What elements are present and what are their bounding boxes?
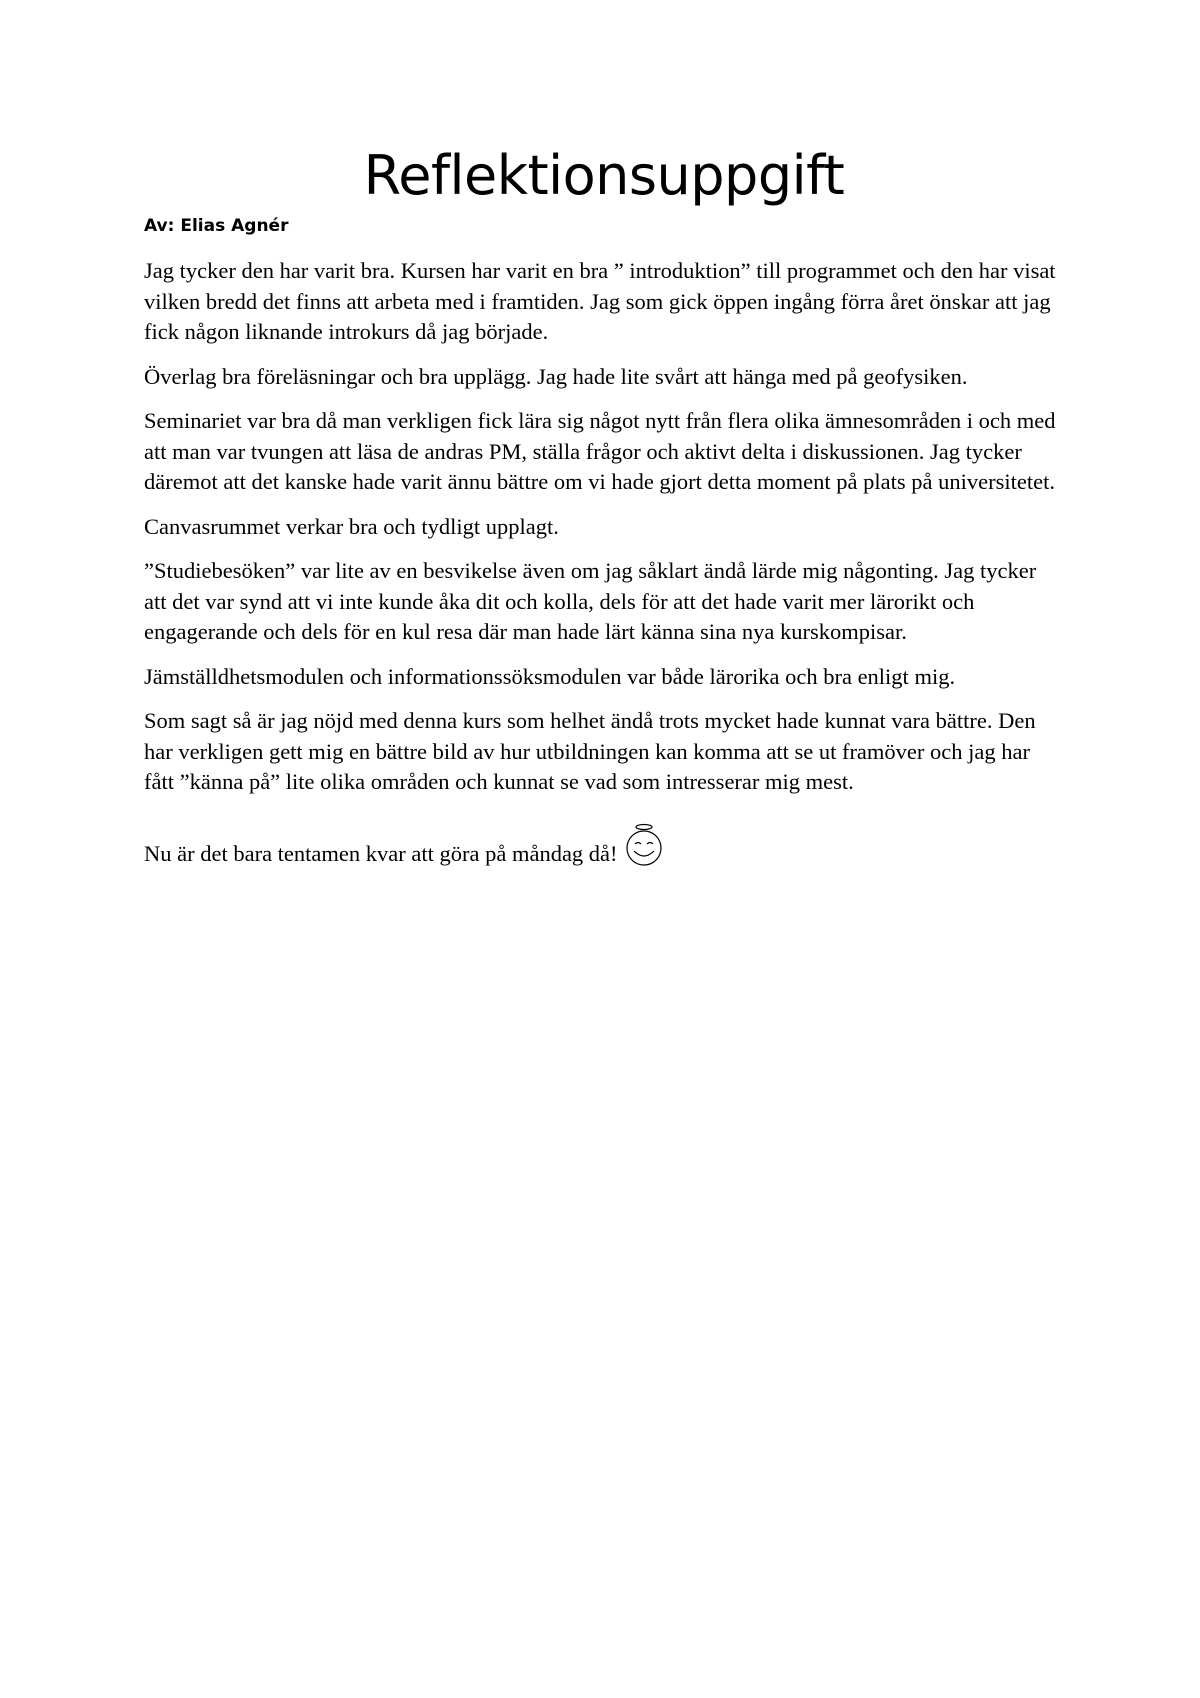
paragraph: Som sagt så är jag nöjd med denna kurs som helhet ändå trots mycket hade kunnat vara bättre. Den har verkligen gett mig en bättre bild av hur utbildningen kan komma att se ut framöver och jag har fått ”känna på” lite olika områden och kunnat se vad som intresserar mig mest.: [144, 708, 1036, 794]
smiley-halo-icon: [624, 822, 664, 868]
document-body: [144, 138, 1064, 870]
document-title: Reflektionsuppgift: [363, 144, 845, 207]
paragraph: Jag tycker den har varit bra. Kursen har varit en bra ” introduktion” till programmet och den har visat vilken bredd det finns att arbeta med i framtiden. Jag som gick öppen ingång förra året önskar att jag fick någon liknande introkurs då jag började.: [144, 258, 1056, 344]
paragraph: ”Studiebesöken” var lite av en besvikelse även om jag såklart ändå lärde mig någonting. Jag tycker att det var synd att vi inte kunde åka dit och kolla, dels för att det hade varit mer lärorikt och engagerande och dels för en kul resa där man hade lärt känna sina nya kurskompisar.: [144, 558, 1037, 644]
paragraph: Jämställdhetsmodulen och informationssöksmodulen var både lärorika och bra enligt mig.: [144, 663, 956, 689]
paragraph: Överlag bra föreläsningar och bra upplägg. Jag hade lite svårt att hänga med på geofysiken.: [144, 363, 968, 389]
closing-text: Nu är det bara tentamen kvar att göra på måndag då!: [144, 841, 618, 866]
paragraph: Canvasrummet verkar bra och tydligt upplagt.: [144, 513, 559, 539]
document-author: Av: Elias Agnér: [144, 216, 289, 236]
paragraph: Seminariet var bra då man verkligen fick lära sig något nytt från flera olika ämnesområden i och med att man var tvungen att läsa de andras PM, ställa frågor och aktivt delta i diskussionen. Jag tycker däremot att det kanske hade varit ännu bättre om vi hade gjort detta moment på plats på universitetet.: [144, 408, 1056, 494]
closing-line: [144, 824, 1064, 870]
